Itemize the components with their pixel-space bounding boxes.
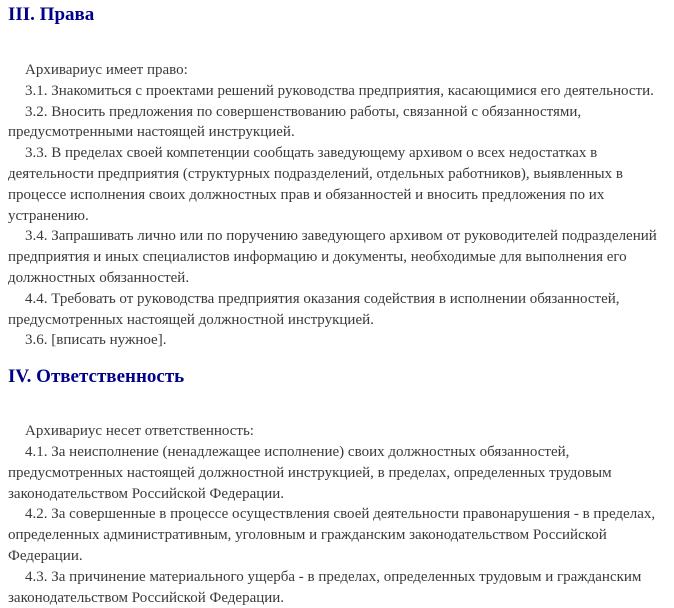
paragraph-rights-item-3-4: 3.4. Запрашивать лично или по поручению заведующего архивом от руководителей подразделений предприятия и иных специалистов информацию и документы, необходимые для выполнения его должностных обязанностей. — [8, 228, 657, 286]
paragraph-rights-item-3-2: 3.2. Вносить предложения по совершенствованию работы, связанной с обязанностями, предусмотренными настоящей инструкцией. — [8, 103, 582, 141]
paragraph-rights-intro: Архивариус имеет право: — [25, 62, 188, 78]
paragraph-rights-item-3-6: 3.6. [вписать нужное]. — [25, 332, 167, 349]
paragraph-rights-item-3-3: 3.3. В пределах своей компетенции сообщать заведующему архивом о всех недостатках в деятельности предприятия (структурных подразделений, отдельных работников), выявленных в процессе исполнения своих должностных прав и обязанностей и вносить предложения по их устранению. — [8, 145, 623, 224]
section-rights — [8, 3, 662, 351]
paragraph-responsibility-intro: Архивариус несет ответственность: — [25, 423, 254, 440]
paragraph-rights-item-3-1: 3.1. Знакомиться с проектами решений руководства предприятия, касающимися его деятельности. — [25, 82, 654, 99]
section-heading-responsibility: IV. Ответственность — [8, 366, 185, 388]
paragraph-responsibility-item-4-1: 4.1. За неисполнение (ненадлежащее исполнение) своих должностных обязанностей, предусмотренных настоящей должностной инструкцией, в пределах, определенных трудовым законодательством Российской Федерации. — [8, 443, 612, 502]
paragraph-rights-item-4-4: 4.4. Требовать от руководства предприятия оказания содействия в исполнении обязанностей, предусмотренных настоящей должностной инструкцией. — [8, 290, 620, 328]
section-heading-rights: III. Права — [8, 4, 95, 25]
paragraph-responsibility-item-4-3: 4.3. За причинение материального ущерба - в пределах, определенных трудовым и гражданским законодательством Российской Федерации. — [8, 568, 642, 606]
section-responsibility — [8, 365, 662, 608]
paragraph-responsibility-item-4-2: 4.2. За совершенные в процессе осуществления своей деятельности правонарушения - в пределах, определенных административным, уголовным и гражданским законодательством Российской Федерации. — [8, 506, 656, 564]
